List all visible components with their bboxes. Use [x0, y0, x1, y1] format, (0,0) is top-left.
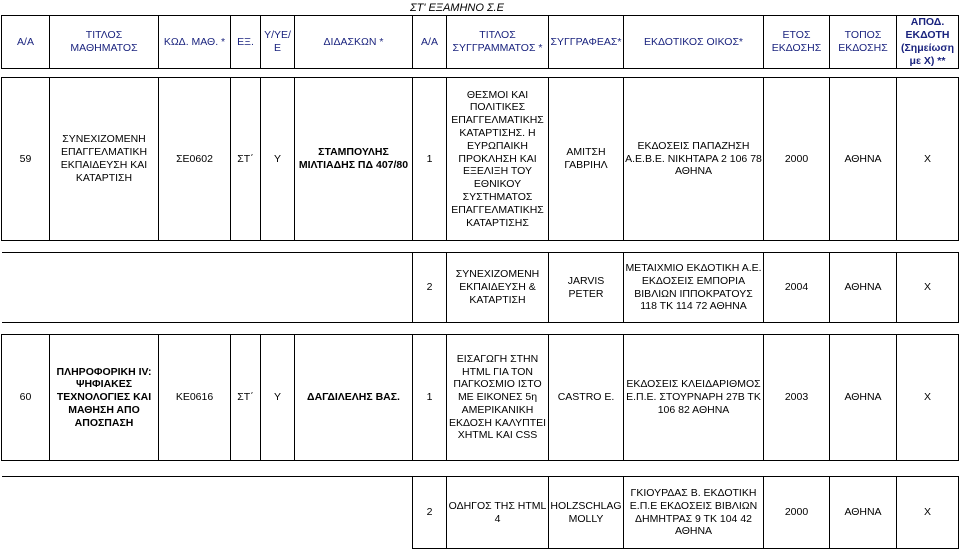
book-publisher: ΕΚΔΟΣΕΙΣ ΚΛΕΙΔΑΡΙΘΜΟΣ Ε.Π.Ε. ΣΤΟΥΡΝΑΡΗ 27Β ΤΚ 106 82 ΑΘΗΝΑ [624, 335, 764, 461]
book-place: ΑΘΗΝΑ [830, 477, 897, 549]
course-code: ΣΕ0602 [159, 78, 231, 241]
header-row [2, 16, 959, 69]
course-title: ΠΛΗΡΟΦΟΡΙΚΗ IV: ΨΗΦΙΑΚΕΣ ΤΕΧΝΟΛΟΓΙΕΣ ΚΑΙ ΜΑΘΗΣΗ ΑΠΟ ΑΠΟΣΠΑΣΗ [50, 335, 159, 461]
header-author: ΣΥΓΓΡΑΦΕΑΣ* [549, 16, 624, 69]
book-mark: Χ [897, 335, 959, 461]
book-title: ΟΔΗΓΟΣ ΤΗΣ HTML 4 [447, 477, 549, 549]
course-aa: 60 [2, 335, 50, 461]
book-year: 2000 [764, 477, 830, 549]
semester-label: ΣΤ' ΕΞΑΜΗΝΟ Σ.Ε [410, 2, 504, 14]
book-mark: Χ [897, 78, 959, 241]
book-publisher: ΜΕΤΑΙΧΜΙΟ ΕΚΔΟΤΙΚΗ Α.Ε. ΕΚΔΟΣΕΙΣ ΕΜΠΟΡΙΑ ΒΙΒΛΙΩΝ ΙΠΠΟΚΡΑΤΟΥΣ 118 ΤΚ 114 72 ΑΘΗΝΑ [624, 253, 764, 323]
header-book-title: ΤΙΤΛΟΣ ΣΥΓΓΡΑΜΜΑΤΟΣ * [447, 16, 549, 69]
book-author: HOLZSCHLAG MOLLY [549, 477, 624, 549]
table-row [2, 477, 959, 549]
book-author: CASTRO E. [549, 335, 624, 461]
book-publisher: ΕΚΔΟΣΕΙΣ ΠΑΠΑΖΗΣΗ Α.Ε.Β.Ε. ΝΙΚΗΤΑΡΑ 2 106 78 ΑΘΗΝΑ [624, 78, 764, 241]
header-publisher: ΕΚΔΟΤΙΚΟΣ ΟΙΚΟΣ* [624, 16, 764, 69]
course-semester: ΣΤ΄ [231, 335, 261, 461]
table-row [2, 253, 959, 323]
course-type: Υ [261, 78, 295, 241]
header-place: ΤΟΠΟΣ ΕΚΔΟΣΗΣ [830, 16, 897, 69]
book-title: ΣΥΝΕΧΙΖΟΜΕΝΗ ΕΚΠΑΙΔΕΥΣΗ & ΚΑΤΑΡΤΙΣΗ [447, 253, 549, 323]
header-aa: Α/Α [2, 16, 50, 69]
book-place: ΑΘΗΝΑ [830, 253, 897, 323]
book-mark: Χ [897, 477, 959, 549]
book-aa: 2 [413, 253, 447, 323]
course-instructor: ΔΑΓΔΙΛΕΛΗΣ ΒΑΣ. [295, 335, 413, 461]
header-type: Υ/ΥΕ/Ε [261, 16, 295, 69]
book-place: ΑΘΗΝΑ [830, 335, 897, 461]
book-year: 2004 [764, 253, 830, 323]
book-aa: 1 [413, 78, 447, 241]
table-row [2, 335, 959, 461]
header-free-distribution: ΑΠΟΔ. ΕΚΔΟΤΗ (Σημείωση με Χ) ** [897, 16, 959, 69]
course-semester: ΣΤ΄ [231, 78, 261, 241]
book-place: ΑΘΗΝΑ [830, 78, 897, 241]
book-mark: Χ [897, 253, 959, 323]
course-books-table [1, 15, 959, 549]
book-aa: 1 [413, 335, 447, 461]
header-book-aa: Α/Α [413, 16, 447, 69]
book-author: JARVIS PETER [549, 253, 624, 323]
header-instructors: ΔΙΔΑΣΚΩΝ * [295, 16, 413, 69]
table-row [2, 78, 959, 241]
course-code: ΚΕ0616 [159, 335, 231, 461]
book-year: 2000 [764, 78, 830, 241]
course-instructor: ΣΤΑΜΠΟΥΛΗΣ ΜΙΛΤΙΑΔΗΣ ΠΔ 407/80 [295, 78, 413, 241]
header-course-code: ΚΩΔ. ΜΑΘ. * [159, 16, 231, 69]
book-author: ΑΜΙΤΣΗ ΓΑΒΡΙΗΛ [549, 78, 624, 241]
book-title: ΘΕΣΜΟΙ ΚΑΙ ΠΟΛΙΤΙΚΕΣ ΕΠΑΓΓΕΛΜΑΤΙΚΗΣ ΚΑΤΑΡΤΙΣΗΣ. Η ΕΥΡΩΠΑΙΚΗ ΠΡΟΚΛΗΣΗ ΚΑΙ ΕΞΕΛΙΞΗ ΤΟΥ ΕΘΝΙΚΟΥ ΣΥΣΤΗΜΑΤΟΣ ΕΠΑΓΓΕΛΜΑΤΙΚΗΣ ΚΑΤΑΡΤΙΣΗΣ [447, 78, 549, 241]
book-year: 2003 [764, 335, 830, 461]
book-title: ΕΙΣΑΓΩΓΗ ΣΤΗΝ HTML ΓΙΑ ΤΟΝ ΠΑΓΚΟΣΜΙΟ ΙΣΤΟ ΜΕ ΕΙΚΟΝΕΣ 5η ΑΜΕΡΙΚΑΝΙΚΗ ΕΚΔΟΣΗ ΚΑΛΥΠΤΕΙ XHTML ΚΑΙ CSS [447, 335, 549, 461]
book-aa: 2 [413, 477, 447, 549]
book-publisher: ΓΚΙΟΥΡΔΑΣ Β. ΕΚΔΟΤΙΚΗ Ε.Π.Ε ΕΚΔΟΣΕΙΣ ΒΙΒΛΙΩΝ ΔΗΜΗΤΡΑΣ 9 ΤΚ 104 42 ΑΘΗΝΑ [624, 477, 764, 549]
header-course-title: ΤΙΤΛΟΣ ΜΑΘΗΜΑΤΟΣ [50, 16, 159, 69]
course-type: Υ [261, 335, 295, 461]
course-aa: 59 [2, 78, 50, 241]
header-year: ΕΤΟΣ ΕΚΔΟΣΗΣ [764, 16, 830, 69]
course-title: ΣΥΝΕΧΙΖΟΜΕΝΗ ΕΠΑΓΓΕΛΜΑΤΙΚΗ ΕΚΠΑΙΔΕΥΣΗ ΚΑΙ ΚΑΤΑΡΤΙΣΗ [50, 78, 159, 241]
header-semester: ΕΞ. [231, 16, 261, 69]
